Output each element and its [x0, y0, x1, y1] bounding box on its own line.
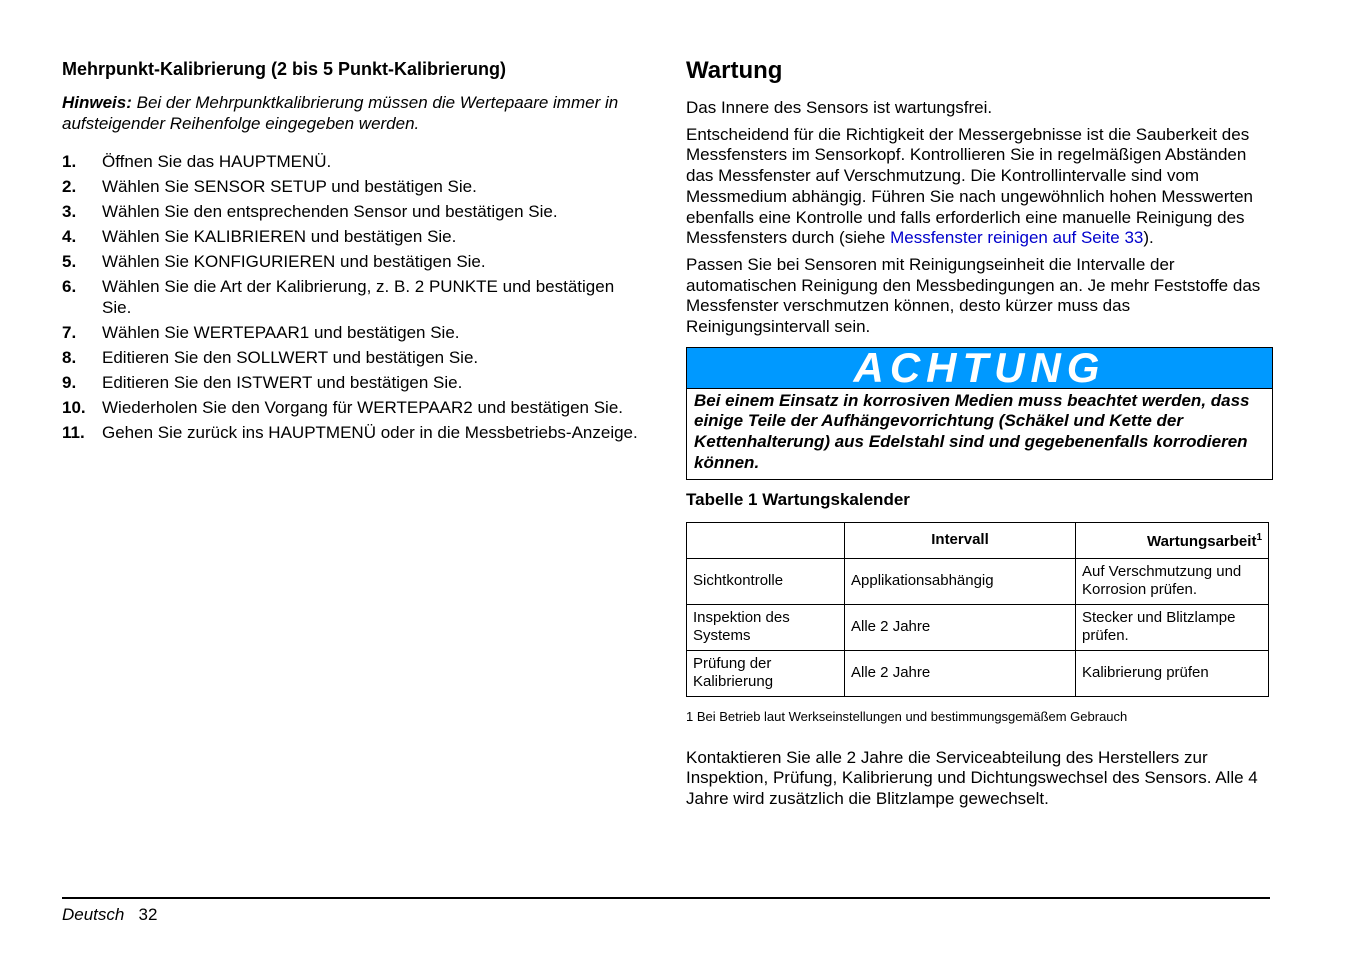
list-item: [62, 423, 642, 444]
step-number: 11.: [62, 422, 85, 442]
step-text: Gehen Sie zurück ins HAUPTMENÜ oder in die Messbetriebs-Anzeige.: [102, 422, 638, 442]
step-text: Editieren Sie den ISTWERT und bestätigen Sie.: [102, 372, 463, 392]
step-text: Wählen Sie SENSOR SETUP und bestätigen Sie.: [102, 177, 477, 196]
caution-text: Bei einem Einsatz in korrosiven Medien muss beachtet werden, dass einige Teile der Aufhängevorrichtung (Schäkel und Kette der Kettenhalterung) aus Edelstahl sind und gegebenenfalls korrodieren können.: [694, 390, 1250, 472]
table-cell: Alle 2 Jahre: [845, 604, 1076, 650]
step-number: 8.: [62, 347, 77, 367]
list-item: [62, 398, 642, 419]
page-number: 32: [138, 905, 158, 924]
paragraph-cleanliness: [686, 125, 1273, 249]
list-item: [62, 323, 642, 344]
table-cell: Prüfung der Kalibrierung: [687, 650, 845, 696]
step-text: Öffnen Sie das HAUPTMENÜ.: [102, 152, 332, 171]
step-number: 7.: [62, 322, 77, 342]
note-label: Hinweis:: [62, 93, 132, 112]
footer-language: Deutsch: [62, 905, 125, 924]
step-number: 9.: [62, 372, 77, 392]
step-text: Wählen Sie KONFIGURIEREN und bestätigen Sie.: [102, 252, 486, 271]
step-number: 4.: [62, 227, 77, 246]
step-number: 5.: [62, 252, 77, 271]
table-cell: Alle 2 Jahre: [845, 650, 1076, 696]
step-text: Wählen Sie die Art der Kalibrierung, z. B. 2 PUNKTE und bestätigen Sie.: [102, 277, 615, 317]
table-header-row: [687, 522, 1269, 558]
paragraph-cleaning-interval: Passen Sie bei Sensoren mit Reinigungseinheit die Intervalle der automatischen Reinigung den Messbedingungen an. Je mehr Feststoffe das Messfenster verschmutzen können, desto kürzer muss das Reinigungsintervall sein.: [686, 254, 1261, 337]
step-number: 10.: [62, 397, 86, 417]
step-number: 1.: [62, 152, 77, 171]
step-text: Wählen Sie KALIBRIEREN und bestätigen Sie.: [102, 227, 457, 246]
list-item: [62, 177, 642, 198]
table-header-interval: Intervall: [845, 522, 1076, 558]
table-cell: Applikationsabhängig: [845, 558, 1076, 604]
step-number: 3.: [62, 202, 77, 221]
left-column: [62, 58, 642, 448]
step-number: 2.: [62, 177, 77, 196]
table-cell: Kalibrierung prüfen: [1076, 650, 1269, 696]
table-header-task-label: Wartungsarbeit: [1146, 533, 1257, 551]
list-item: [62, 348, 642, 369]
footnote-marker: 1: [1256, 532, 1262, 544]
step-text: Wählen Sie WERTEPAAR1 und bestätigen Sie.: [102, 322, 460, 342]
table-cell: Inspektion des Systems: [687, 604, 845, 650]
paragraph-interior: Das Innere des Sensors ist wartungsfrei.: [686, 98, 993, 117]
paragraph-end: ).: [1143, 228, 1154, 248]
step-text: Wählen Sie den entsprechenden Sensor und bestätigen Sie.: [102, 202, 558, 221]
step-text: Wiederholen Sie den Vorgang für WERTEPAAR2 und bestätigen Sie.: [102, 397, 624, 417]
table-row: [687, 558, 1269, 604]
note: [62, 92, 642, 134]
list-item: [62, 277, 642, 318]
list-item: [62, 227, 642, 248]
step-number: 6.: [62, 277, 77, 296]
cross-reference-link[interactable]: Messfenster reinigen auf Seite 33: [890, 228, 1144, 248]
section-heading: Mehrpunkt-Kalibrierung (2 bis 5 Punkt-Kalibrierung): [62, 59, 507, 79]
right-column: [686, 58, 1273, 816]
table-cell: Auf Verschmutzung und Korrosion prüfen.: [1076, 558, 1269, 604]
table-header-task: [1076, 522, 1269, 558]
maintenance-table: [686, 522, 1269, 697]
table-header-empty: [687, 522, 845, 558]
paragraph-text: Entscheidend für die Richtigkeit der Messergebnisse ist die Sauberkeit des Messfensters im Sensorkopf. Kontrollieren Sie in regelmäßigen Abständen das Messfenster auf Verschmutzung. Die Kontrollintervalle sind vom Messmedium abhängig. Führen Sie nach ungewöhnlich hohen Messwerten ebenfalls eine Kontrolle und falls erforderlich eine manuelle Reinigung des Messfensters durch (siehe: [686, 124, 1254, 248]
step-text: Editieren Sie den SOLLWERT und bestätigen Sie.: [102, 347, 479, 367]
table-row: [687, 650, 1269, 696]
list-item: [62, 252, 642, 273]
page-title: Wartung: [686, 57, 783, 84]
table-cell: Stecker und Blitzlampe prüfen.: [1076, 604, 1269, 650]
steps-list: [62, 152, 642, 443]
list-item: [62, 152, 642, 173]
page-footer: [62, 905, 157, 925]
table-caption: Tabelle 1 Wartungskalender: [686, 489, 910, 509]
list-item: [62, 202, 642, 223]
caution-box: [686, 343, 1273, 480]
table-footnote: 1 Bei Betrieb laut Werkseinstellungen und bestimmungsgemäßem Gebrauch: [686, 708, 1128, 724]
table-row: [687, 604, 1269, 650]
table-cell: Sichtkontrolle: [687, 558, 845, 604]
footer-divider: [62, 897, 1270, 899]
note-text: Bei der Mehrpunktkalibrierung müssen die Wertepaare immer in aufsteigender Reihenfolge eingegeben werden.: [62, 93, 619, 133]
list-item: [62, 373, 642, 394]
caution-title: ACHTUNG: [687, 348, 1272, 389]
paragraph-service: Kontaktieren Sie alle 2 Jahre die Serviceabteilung des Herstellers zur Inspektion, Prüfung, Kalibrierung und Dichtungswechsel des Sensors. Alle 4 Jahre wird zusätzlich die Blitzlampe gewechselt.: [686, 747, 1258, 808]
